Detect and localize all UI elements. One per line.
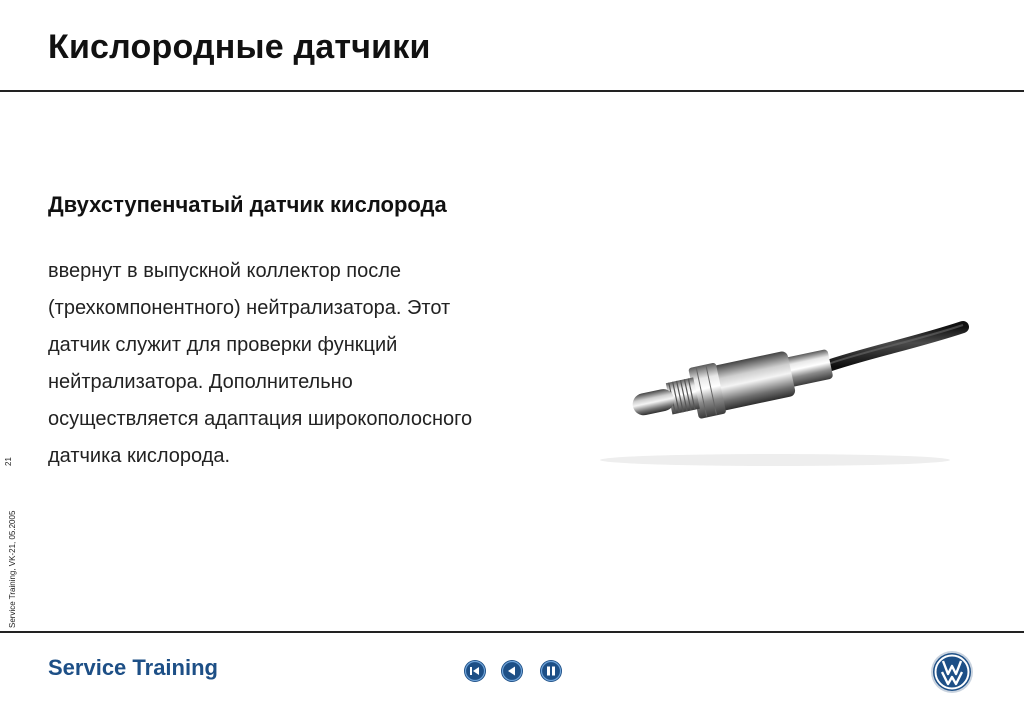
pause-icon[interactable] [539, 659, 563, 683]
body-paragraph [48, 253, 568, 475]
previous-slide-icon[interactable] [500, 659, 524, 683]
slide-title: Кислородные датчики [48, 28, 431, 66]
top-divider [0, 90, 1024, 92]
vw-logo-icon [930, 650, 974, 694]
first-slide-icon[interactable] [463, 659, 487, 683]
body-line: ввернут в выпускной коллектор после [48, 260, 402, 282]
slide-subtitle: Двухступенчатый датчик кислорода [48, 192, 447, 217]
oxygen-sensor-image [595, 305, 970, 475]
page-number: 21 [4, 457, 13, 466]
bottom-divider [0, 631, 1024, 633]
side-note: Service Training, VK-21, 05.2005 [8, 510, 17, 628]
body-line: нейтрализатора. Дополнительно [48, 371, 353, 393]
body-line: осуществляется адаптация широкополосного [48, 408, 473, 430]
body-line: датчик служит для проверки функций [48, 334, 398, 356]
body-line: (трехкомпонентного) нейтрализатора. Этот [48, 297, 451, 319]
body-line: датчика кислорода. [48, 445, 231, 467]
footer-brand: Service Training [48, 655, 218, 680]
